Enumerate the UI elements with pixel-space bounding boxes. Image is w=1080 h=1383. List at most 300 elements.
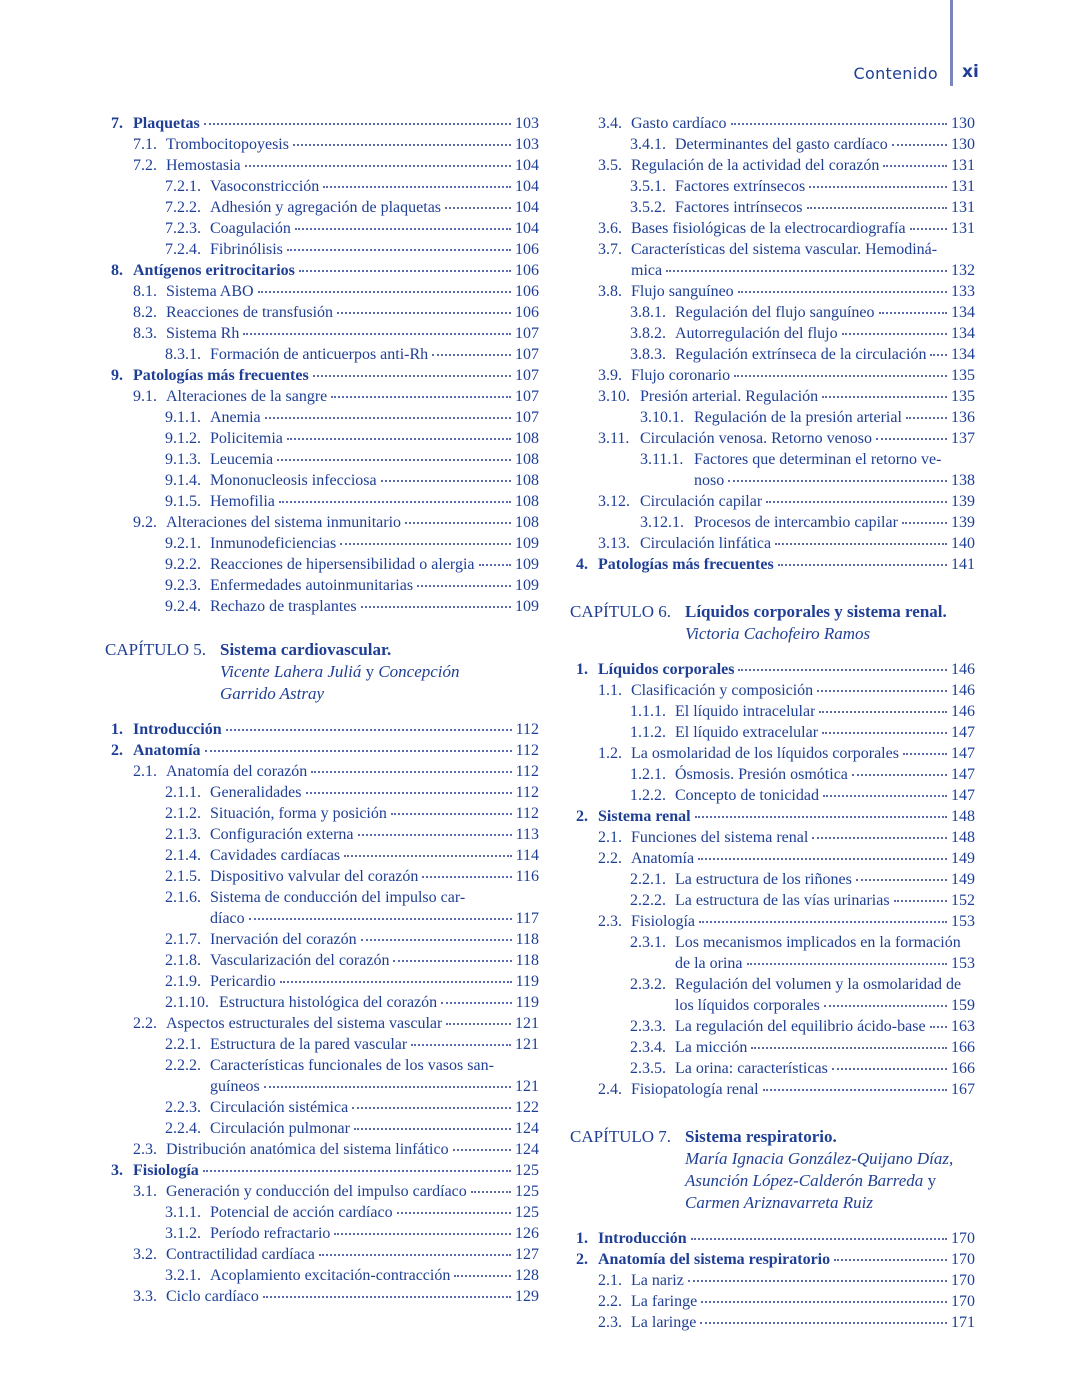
entry-number: 1. [576, 661, 588, 678]
entry-title: Sistema ABO [166, 283, 254, 300]
entry-number: 2.2.2. [630, 892, 666, 909]
toc-entry [105, 1181, 539, 1202]
entry-page: 147 [951, 745, 975, 762]
toc-entry [570, 491, 975, 512]
entry-page: 131 [951, 199, 975, 216]
entry-title-line2: mica [631, 262, 663, 279]
entry-title: Plaquetas [133, 115, 200, 132]
running-header-title: Contenido [853, 64, 938, 83]
leader-dots [809, 186, 947, 188]
toc-entry [105, 491, 539, 512]
entry-page: 127 [515, 1246, 539, 1263]
entry-number: 3. [111, 1162, 123, 1179]
entry-number: 2.3.3. [630, 1018, 666, 1035]
entry-number: 3.10. [598, 388, 630, 405]
toc-entry [570, 155, 975, 176]
entry-page: 133 [951, 283, 975, 300]
entry-title: Concepto de tonicidad [675, 787, 819, 804]
leader-dots [265, 417, 511, 419]
entry-title: La estructura de las vías urinarias [675, 892, 890, 909]
entry-title-continued [694, 470, 975, 491]
toc-entry [570, 386, 975, 407]
entry-number: 2. [576, 808, 588, 825]
entry-page: 135 [951, 367, 975, 384]
entry-title: Contractilidad cardíaca [166, 1246, 315, 1263]
entry-title-continued [631, 260, 975, 281]
toc-entry [105, 887, 539, 929]
leader-dots [295, 228, 511, 230]
entry-page: 119 [515, 994, 539, 1011]
chapter-author: Vicente Lahera Juliá [220, 662, 362, 681]
leader-dots [879, 312, 947, 314]
entry-number: 2. [576, 1251, 588, 1268]
entry-page: 124 [515, 1141, 539, 1158]
entry-title: Policitemia [210, 430, 283, 447]
leader-dots [666, 270, 947, 272]
entry-title: Generación y conducción del impulso cardíaco [166, 1183, 467, 1200]
toc-entry [105, 155, 539, 176]
leader-dots [287, 249, 511, 251]
entry-number: 2.2.1. [630, 871, 666, 888]
entry-number: 3.12.1. [640, 514, 684, 531]
leader-dots [834, 1259, 947, 1261]
entry-page: 108 [515, 430, 539, 447]
entry-page: 104 [515, 199, 539, 216]
entry-page: 106 [515, 304, 539, 321]
leader-dots [361, 939, 512, 941]
entry-page: 147 [951, 787, 975, 804]
entry-title: Gasto cardíaco [631, 115, 727, 132]
entry-title: Regulación del volumen y la osmolaridad de [675, 976, 962, 993]
toc-entry [105, 344, 539, 365]
entry-title: Determinantes del gasto cardíaco [675, 136, 888, 153]
entry-number: 8.2. [133, 304, 157, 321]
toc-entry [570, 134, 975, 155]
toc-section-chapter5-cont [570, 113, 975, 575]
leader-dots [852, 774, 947, 776]
leader-dots [910, 228, 947, 230]
toc-entry [105, 1223, 539, 1244]
entry-page: 117 [515, 910, 539, 927]
toc-section-chapter4-end [105, 113, 539, 617]
toc-entry [570, 764, 975, 785]
leader-dots [691, 1238, 947, 1240]
entry-number: 3.8.1. [630, 304, 666, 321]
toc-entry [105, 365, 539, 386]
toc-entry [570, 785, 975, 806]
entry-number: 2.2.2. [165, 1057, 201, 1074]
toc-entry [105, 1286, 539, 1307]
toc-entry [570, 806, 975, 827]
entry-number: 3.1.1. [165, 1204, 201, 1221]
leader-dots [361, 606, 511, 608]
entry-number: 2.3. [598, 913, 622, 930]
entry-page: 121 [515, 1015, 539, 1032]
entry-title: Vascularización del corazón [210, 952, 390, 969]
entry-page: 112 [515, 742, 539, 759]
entry-title: La laringe [631, 1314, 697, 1331]
leader-dots [258, 291, 511, 293]
leader-dots [738, 291, 947, 293]
toc-entry [105, 386, 539, 407]
author-conjunction: y [927, 1171, 937, 1190]
entry-number: 3.11. [598, 430, 630, 447]
entry-title: Rechazo de trasplantes [210, 598, 357, 615]
leader-dots [263, 1296, 511, 1298]
entry-title: Patologías más frecuentes [133, 367, 309, 384]
toc-entry [570, 365, 975, 386]
leader-dots [352, 1107, 511, 1109]
entry-number: 3.4. [598, 115, 622, 132]
toc-entry [570, 1270, 975, 1291]
entry-number: 2.1.2. [165, 805, 201, 822]
entry-page: 106 [515, 283, 539, 300]
entry-title: Trombocitopoyesis [166, 136, 289, 153]
toc-entry [105, 782, 539, 803]
entry-body [210, 1055, 539, 1097]
entry-number: 2.3.1. [630, 934, 666, 951]
toc-entry [570, 869, 975, 890]
leader-dots [734, 375, 947, 377]
entry-title: Bases fisiológicas de la electrocardiografía [631, 220, 906, 237]
entry-title: Estructura de la pared vascular [210, 1036, 408, 1053]
entry-page: 109 [515, 598, 539, 615]
entry-title: Circulación capilar [640, 493, 763, 510]
leader-dots [279, 501, 511, 503]
entry-title: Inmunodeficiencias [210, 535, 337, 552]
leader-dots [883, 165, 947, 167]
entry-page: 139 [951, 493, 975, 510]
entry-title: Regulación de la actividad del corazón [631, 157, 880, 174]
entry-title: Sistema Rh [166, 325, 240, 342]
entry-number: 1.2.2. [630, 787, 666, 804]
entry-number: 2.4. [598, 1081, 622, 1098]
toc-entry [570, 239, 975, 281]
entry-number: 3.5.1. [630, 178, 666, 195]
leader-dots [856, 879, 947, 881]
toc-section-chapter6 [570, 659, 975, 1100]
entry-title-continued [675, 953, 975, 974]
leader-dots [441, 1002, 511, 1004]
entry-page: 148 [951, 829, 975, 846]
toc-entry [570, 827, 975, 848]
leader-dots [778, 564, 947, 566]
toc-entry [105, 866, 539, 887]
entry-number: 7.1. [133, 136, 157, 153]
toc-entry [105, 1265, 539, 1286]
toc-entry [105, 575, 539, 596]
leader-dots [313, 375, 511, 377]
toc-entry [570, 1058, 975, 1079]
leader-dots [306, 792, 512, 794]
leader-dots [699, 921, 947, 923]
toc-entry [570, 1312, 975, 1333]
entry-number: 3.2. [133, 1246, 157, 1263]
toc-entry [105, 470, 539, 491]
entry-title: Potencial de acción cardíaco [210, 1204, 393, 1221]
toc-entry [570, 533, 975, 554]
entry-number: 4. [576, 556, 588, 573]
entry-title: Alteraciones de la sangre [166, 388, 328, 405]
toc-entry [105, 1034, 539, 1055]
entry-number: 9.1. [133, 388, 157, 405]
entry-page: 114 [515, 847, 539, 864]
entry-title: Vasoconstricción [210, 178, 320, 195]
leader-dots [293, 144, 511, 146]
entry-page: 131 [951, 178, 975, 195]
entry-number: 3.7. [598, 241, 622, 258]
toc-entry [570, 890, 975, 911]
entry-title: Formación de anticuerpos anti-Rh [210, 346, 429, 363]
leader-dots [205, 750, 512, 752]
leader-dots [731, 123, 947, 125]
entry-page: 147 [951, 724, 975, 741]
entry-title: Clasificación y composición [631, 682, 814, 699]
toc-entry [105, 218, 539, 239]
entry-number: 2.1.4. [165, 847, 201, 864]
toc-entry [105, 113, 539, 134]
entry-page: 121 [515, 1036, 539, 1053]
leader-dots [391, 813, 512, 815]
entry-number: 2.3. [133, 1141, 157, 1158]
entry-page: 141 [951, 556, 975, 573]
toc-left-column [105, 113, 539, 1307]
chapter-label: CAPÍTULO 7. [570, 1127, 672, 1146]
leader-dots [807, 207, 947, 209]
toc-entry [105, 239, 539, 260]
leader-dots [822, 732, 947, 734]
entry-number: 1.1.2. [630, 724, 666, 741]
entry-title: Líquidos corporales [598, 661, 735, 678]
entry-page: 121 [515, 1078, 539, 1095]
leader-dots [381, 480, 511, 482]
entry-title: Pericardio [210, 973, 276, 990]
entry-number: 3.10.1. [640, 409, 684, 426]
toc-entry [570, 407, 975, 428]
entry-number: 2.1.9. [165, 973, 201, 990]
toc-entry [105, 176, 539, 197]
toc-entry [105, 197, 539, 218]
leader-dots [405, 522, 511, 524]
entry-body [675, 932, 975, 974]
entry-page: 125 [515, 1183, 539, 1200]
entry-title: El líquido intracelular [675, 703, 816, 720]
entry-title: Antígenos eritrocitarios [133, 262, 295, 279]
entry-title: La osmolaridad de los líquidos corporales [631, 745, 899, 762]
entry-title: Fisiopatología renal [631, 1081, 759, 1098]
entry-title: Período refractario [210, 1225, 331, 1242]
entry-body [210, 887, 539, 929]
entry-number: 2.2.1. [165, 1036, 201, 1053]
leader-dots [319, 1254, 511, 1256]
entry-title: Mononucleosis infecciosa [210, 472, 377, 489]
entry-number: 2.1.6. [165, 889, 201, 906]
entry-page: 170 [951, 1272, 975, 1289]
entry-title: Presión arterial. Regulación [640, 388, 819, 405]
entry-page: 130 [951, 115, 975, 132]
leader-dots [930, 354, 947, 356]
entry-title: Anatomía del sistema respiratorio [598, 1251, 831, 1268]
toc-entry [570, 659, 975, 680]
entry-title: Factores extrínsecos [675, 178, 806, 195]
leader-dots [695, 816, 947, 818]
toc-entry [570, 1291, 975, 1312]
entry-title: Estructura histológica del corazón [219, 994, 438, 1011]
entry-title: Enfermedades autoinmunitarias [210, 577, 414, 594]
toc-entry [570, 743, 975, 764]
entry-page: 134 [951, 304, 975, 321]
toc-entry [570, 1249, 975, 1270]
entry-number: 9.1.1. [165, 409, 201, 426]
entry-title: Fisiología [631, 913, 696, 930]
entry-title: Alteraciones del sistema inmunitario [166, 514, 402, 531]
entry-number: 3.5.2. [630, 199, 666, 216]
entry-number: 7. [111, 115, 123, 132]
leader-dots [445, 207, 511, 209]
chapter-author: María Ignacia González-Quijano Díaz, [685, 1149, 954, 1168]
entry-number: 3.3. [133, 1288, 157, 1305]
entry-title: Introducción [598, 1230, 687, 1247]
entry-title: Regulación de la presión arterial [694, 409, 902, 426]
entry-title: Flujo sanguíneo [631, 283, 734, 300]
leader-dots [203, 1170, 511, 1172]
entry-number: 1.1. [598, 682, 622, 699]
entry-page: 104 [515, 220, 539, 237]
entry-title: Patologías más frecuentes [598, 556, 774, 573]
entry-number: 3.6. [598, 220, 622, 237]
toc-entry [570, 218, 975, 239]
entry-page: 106 [515, 241, 539, 258]
toc-entry [570, 932, 975, 974]
entry-number: 2.2.4. [165, 1120, 201, 1137]
entry-page: 128 [515, 1267, 539, 1284]
entry-page: 149 [951, 871, 975, 888]
leader-dots [422, 876, 511, 878]
entry-page: 134 [951, 346, 975, 363]
entry-page: 152 [951, 892, 975, 909]
toc-entry [105, 407, 539, 428]
toc-section-chapter5 [105, 719, 539, 1307]
leader-dots [819, 711, 947, 713]
entry-title: Distribución anatómica del sistema linfático [166, 1141, 449, 1158]
leader-dots [344, 855, 511, 857]
toc-entry [105, 1055, 539, 1097]
toc-entry [105, 1139, 539, 1160]
entry-number: 3.9. [598, 367, 622, 384]
leader-dots [432, 354, 511, 356]
entry-page: 125 [515, 1162, 539, 1179]
leader-dots [323, 186, 511, 188]
toc-entry [105, 1160, 539, 1181]
entry-page: 112 [515, 805, 539, 822]
entry-title-line2: guíneos [210, 1078, 260, 1095]
entry-page: 108 [515, 514, 539, 531]
entry-number: 7.2.1. [165, 178, 201, 195]
entry-page: 148 [951, 808, 975, 825]
entry-title: Reacciones de hipersensibilidad o alergia [210, 556, 475, 573]
entry-page: 116 [515, 868, 539, 885]
entry-number: 8.3.1. [165, 346, 201, 363]
entry-number: 3.5. [598, 157, 622, 174]
leader-dots [417, 585, 511, 587]
leader-dots [902, 522, 947, 524]
entry-title: Hemofilia [210, 493, 275, 510]
entry-page: 108 [515, 451, 539, 468]
entry-title: Sistema renal [598, 808, 691, 825]
entry-title: Dispositivo valvular del corazón [210, 868, 419, 885]
entry-page: 106 [515, 262, 539, 279]
leader-dots [393, 960, 511, 962]
toc-entry [570, 680, 975, 701]
toc-entry [105, 824, 539, 845]
entry-page: 130 [951, 136, 975, 153]
chapter-6-heading [570, 601, 975, 645]
leader-dots [822, 396, 947, 398]
chapter-author: Victoria Cachofeiro Ramos [685, 624, 871, 643]
entry-number: 3.4.1. [630, 136, 666, 153]
entry-title: La regulación del equilibrio ácido-base [675, 1018, 926, 1035]
leader-dots [894, 900, 947, 902]
entry-number: 3.8. [598, 283, 622, 300]
toc-right-column [570, 113, 975, 1333]
leader-dots [287, 438, 511, 440]
toc-entry [105, 281, 539, 302]
entry-number: 2.1.7. [165, 931, 201, 948]
leader-dots [775, 543, 947, 545]
leader-dots [728, 480, 947, 482]
toc-entry [570, 848, 975, 869]
leader-dots [397, 1212, 511, 1214]
toc-entry [105, 1244, 539, 1265]
entry-number: 1. [111, 721, 123, 738]
toc-entry [105, 719, 539, 740]
toc-entry [105, 449, 539, 470]
entry-number: 3.12. [598, 493, 630, 510]
entry-number: 2.2. [598, 1293, 622, 1310]
entry-body [631, 239, 975, 281]
leader-dots [454, 1275, 511, 1277]
toc-entry [570, 1037, 975, 1058]
entry-title: Reacciones de transfusión [166, 304, 334, 321]
entry-title: La orina: características [675, 1060, 828, 1077]
header-rule [950, 0, 953, 86]
leader-dots [337, 312, 511, 314]
entry-number: 2.1. [133, 763, 157, 780]
entry-title: Generalidades [210, 784, 302, 801]
toc-entry [570, 428, 975, 449]
entry-page: 109 [515, 577, 539, 594]
entry-title: Factores que determinan el retorno ve- [694, 451, 942, 468]
entry-page: 135 [951, 388, 975, 405]
leader-dots [906, 417, 947, 419]
leader-dots [823, 795, 947, 797]
entry-number: 8. [111, 262, 123, 279]
entry-number: 2.2.3. [165, 1099, 201, 1116]
entry-page: 153 [951, 913, 975, 930]
leader-dots [249, 918, 512, 920]
leader-dots [903, 753, 947, 755]
chapter-author: Garrido Astray [220, 684, 325, 703]
entry-page: 138 [951, 472, 975, 489]
entry-page: 124 [515, 1120, 539, 1137]
entry-page: 146 [951, 661, 975, 678]
entry-page: 134 [951, 325, 975, 342]
entry-number: 3.2.1. [165, 1267, 201, 1284]
toc-entry [105, 554, 539, 575]
leader-dots [842, 333, 947, 335]
toc-entry [105, 1202, 539, 1223]
leader-dots [763, 1089, 947, 1091]
